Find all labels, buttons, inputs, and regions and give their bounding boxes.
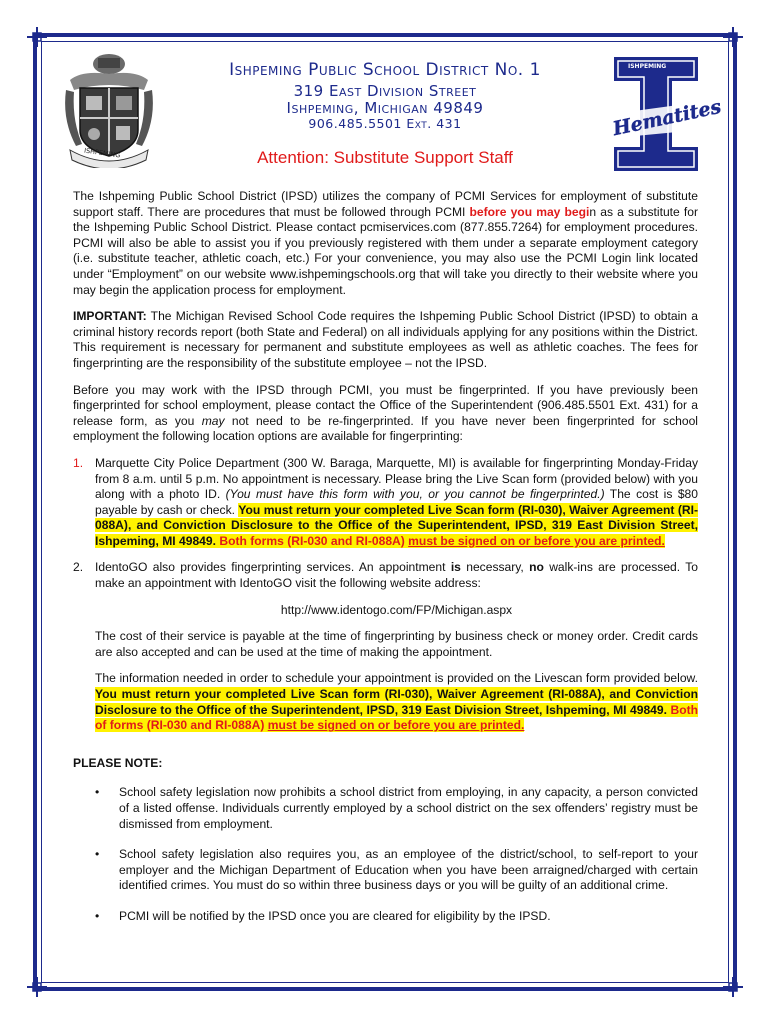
identogo-signed-note: must be signed on or before you are printed.: [267, 718, 525, 733]
identogo-text-c: walk-ins are processed. To make an appointment with IdentoGO visit the following website address:: [95, 560, 698, 591]
note-bullet-2: [73, 847, 698, 894]
bullet-dot: •: [95, 785, 100, 800]
bullet-dot: •: [95, 908, 100, 923]
district-city: Ishpeming, Michigan 49849: [286, 99, 484, 117]
note-bullet-text: School safety legislation now prohibits a school district from employing, in any capacity, a person convicted of a listed offense. Individuals currently employed by a school district on the sex offenders’ registry must be dismissed from employment.: [119, 785, 698, 831]
paragraph-fingerprint: [73, 383, 698, 445]
note-bullet-1: [73, 785, 698, 832]
identogo-url[interactable]: http://www.identogo.com/FP/Michigan.aspx: [280, 602, 513, 617]
intro-text-a: The Ishpeming Public School District (IPSD) utilizes the company of PCMI Services for employment of substitute support staff. There are procedures that must be followed through PCMI: [73, 189, 698, 219]
corner-ornament-bottom-right: [723, 977, 743, 997]
marquette-signed-note: must be signed on or before you are printed.: [408, 533, 665, 548]
school-crest-logo: [62, 50, 157, 168]
marquette-italic: (You must have this form with you, or you cannot be fingerprinted.): [225, 487, 605, 502]
list-item-identogo: [73, 560, 698, 733]
list-number-2: 2.: [73, 560, 84, 575]
district-name: Ishpeming Public School District No. 1: [229, 60, 541, 80]
note-bullet-text: School safety legislation also requires you, as an employee of the district/school, to self-report to your employer and the Michigan Department of Education when you have been arraigned/charged with certain identified crimes. You must do so within three business days or you will be guilty of an additional crime.: [119, 847, 698, 893]
note-bullet-text: PCMI will be notified by the IPSD once you are cleared for eligibility by the IPSD.: [119, 908, 551, 923]
important-text: The Michigan Revised School Code requires the Ishpeming Public School District (IPSD) to obtain a criminal history records report (both State and Federal) on all individuals applying for any positions within the District. This requirement is necessary for permanent and substitute employees as well as athletic coaches. The fees for fingerprinting are the responsibility of the substitute employee – not the IPSD.: [73, 309, 698, 370]
paragraph-important: [73, 309, 698, 371]
district-street: 319 East Division Street: [293, 82, 477, 100]
hematites-emblem-logo: [606, 55, 724, 173]
important-label: IMPORTANT:: [73, 309, 147, 324]
marquette-text-a: Marquette City Police Department (300 W. Baraga, Marquette, MI) is available for fingerprinting Monday-Friday from 8 a.m. until 5 p.m. No appointment is necessary. Please bring the Live Scan form (provided below) with you along with a photo ID.: [95, 455, 698, 502]
fingerprint-text-b: not need to be re-fingerprinted. If you have never been fingerprinted for school employment the following location options are available for fingerprinting:: [73, 413, 698, 444]
list-number-1: 1.: [73, 455, 84, 470]
identogo-return-instructions: You must return your completed Live Scan form (RI-030), Waiver Agreement (RI-088A), and Conviction Disclosure to the Office of the Superintendent, IPSD, 319 East Division Street, Ishpeming, MI 49849.: [95, 687, 698, 717]
emblem-script-text: Hematites: [610, 95, 724, 141]
letter-body: [73, 189, 698, 925]
note-bullet-3: [73, 909, 698, 925]
identogo-info: [95, 671, 698, 733]
corner-ornament-bottom-left: [27, 977, 47, 997]
marquette-forms-note: Both forms (RI-030 and RI-088A): [215, 533, 409, 548]
list-item-marquette: [73, 456, 698, 550]
identogo-is: is: [450, 560, 461, 575]
fingerprint-text-a: Before you may work with the IPSD through PCMI, you must be fingerprinted. If you have previously been fingerprinted for school employment, please contact the Office of the Superintendent (906.485.5501 Ext. 431) for a release form, as you: [73, 382, 698, 428]
identogo-info-text: The information needed in order to schedule your appointment is provided on the Livescan form provided below.: [95, 671, 698, 686]
district-phone: 906.485.5501 Ext. 431: [308, 116, 462, 131]
intro-emphasis: before you may begi: [469, 204, 590, 219]
marquette-cost: The cost is $80 payable by cash or check.: [95, 487, 699, 517]
please-note-heading: PLEASE NOTE:: [73, 755, 163, 770]
page-title: Attention: Substitute Support Staff: [257, 148, 513, 167]
corner-ornament-top-right: [723, 27, 743, 47]
fingerprint-may: may: [201, 413, 225, 428]
intro-text-b: n as a substitute for the Ishpeming Public School District. Please contact pcmiservices.com (877.855.7264) for employment procedures. PCMI will also be able to assist you if you previously registered with them under a separate employment category (i.e. substitute teacher, athletic coach, etc.) For your convenience, you may also use the PCMI Login link located under “Employment” on our website www.ishpemingschools.org that will take you directly to their website where you may begin the application process for employment.: [73, 204, 699, 297]
identogo-text-a: IdentoGO also provides fingerprinting services. An appointment: [95, 560, 451, 575]
identogo-cost: The cost of their service is payable at the time of fingerprinting by business check or money order. Credit cards are also accepted and can be used at the time of making the appointment.: [95, 629, 698, 659]
emblem-top-text: ISHPEMING: [628, 63, 667, 70]
crest-ribbon-text: ISHPEMING: [83, 146, 121, 160]
bullet-dot: •: [95, 847, 100, 862]
identogo-forms-note: Both of forms (RI-030 and RI-088A): [95, 702, 698, 733]
marquette-return-instructions: You must return your completed Live Scan form (RI-030), Waiver Agreement (RI-088A), and Conviction Disclosure to the Office of the Superintendent, IPSD, 319 East Division Street, Ishpeming, MI 49849.: [95, 502, 698, 548]
identogo-text-b: necessary,: [460, 560, 530, 575]
identogo-no: no: [529, 560, 544, 575]
corner-ornament-top-left: [27, 27, 47, 47]
paragraph-intro: [73, 189, 698, 298]
